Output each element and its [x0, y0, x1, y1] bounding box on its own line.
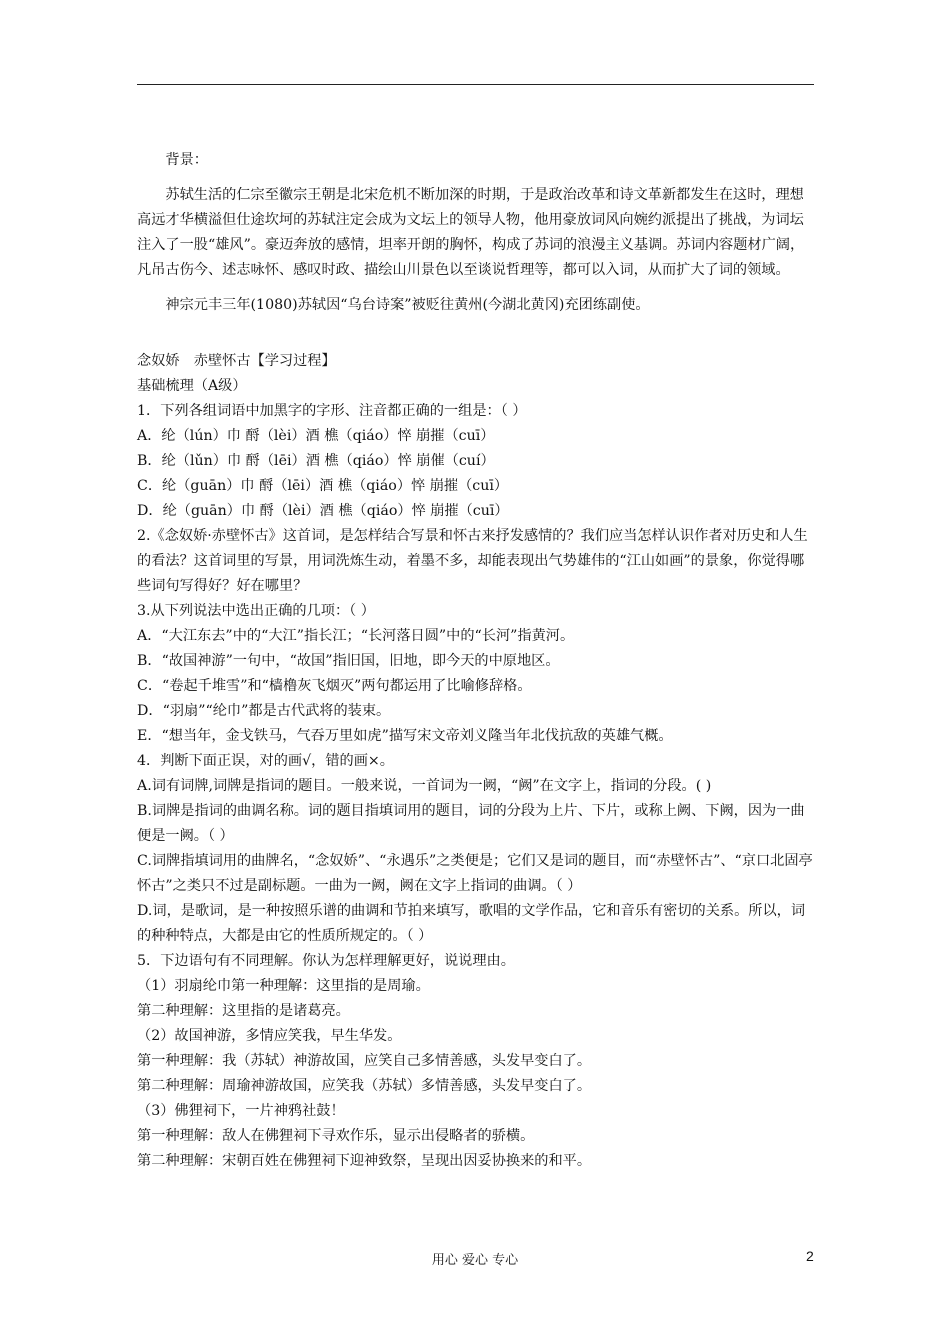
document-body: [137, 148, 817, 1174]
question-3: 3.从下列说法中选出正确的几项：（ ）: [137, 603, 375, 619]
q1-option-d: D．纶（guān）巾 酹（lèi）酒 樵（qiáo）悴 崩摧（cuī）: [137, 503, 509, 519]
background-paragraph-2: 神宗元丰三年(1080)苏轼因“乌台诗案”被贬往黄州(今湖北黄冈)充团练副使。: [165, 297, 650, 313]
q5-part-3: （3）佛狸祠下，一片神鸦社鼓！: [137, 1103, 345, 1119]
q5-part-3-first: 第一种理解：敌人在佛狸祠下寻欢作乐，显示出侵略者的骄横。: [137, 1128, 535, 1144]
q3-option-e: E．“想当年，金戈铁马，气吞万里如虎”描写宋文帝刘义隆当年北伐抗敌的英雄气概。: [137, 728, 673, 744]
q5-part-3-second: 第二种理解：宋朝百姓在佛狸祠下迎神致祭，呈现出因妥协换来的和平。: [137, 1153, 592, 1169]
q4-item-d: D.词，是歌词，是一种按照乐谱的曲调和节拍来填写，歌唱的文学作品，它和音乐有密切的关系。所以，词的种种特点，大都是由它的性质所规定的。（ ）: [137, 903, 806, 944]
q5-part-2-first: 第一种理解：我（苏轼）神游故国，应笑自己多情善感，头发早变白了。: [137, 1053, 592, 1069]
q1-option-a: A．纶（lún）巾 酹（lèi）酒 樵（qiáo）悴 崩摧（cuī）: [137, 428, 495, 444]
background-label: 背景：: [165, 152, 208, 168]
q3-option-a: A．“大江东去”中的“大江”指长江；“长河落日圆”中的“长河”指黄河。: [137, 628, 575, 644]
question-5: 5．下边语句有不同理解。你认为怎样理解更好，说说理由。: [137, 953, 515, 969]
q4-item-c: C.词牌指填词用的曲牌名，“念奴娇”、“永遇乐”之类便是；它们又是词的题目，而“赤壁怀古”、“京口北固亭怀古”之类只不过是副标题。一曲为一阙，阙在文字上指词的曲调。（ ）: [137, 853, 813, 894]
q1-option-c: C．纶（guān）巾 酹（lēi）酒 樵（qiáo）悴 崩摧（cuī）: [137, 478, 509, 494]
q5-part-1: （1）羽扇纶巾第一种理解：这里指的是周瑜。: [137, 978, 430, 994]
q5-part-1-alt: 第二种理解：这里指的是诸葛亮。: [137, 1003, 350, 1019]
q3-option-d: D．“羽扇”“纶巾”都是古代武将的装束。: [137, 703, 391, 719]
q4-item-a: A.词有词牌,词牌是指词的题目。一般来说，一首词为一阙，“阙”在文字上，指词的分段。( ): [137, 778, 712, 794]
section-title: 念奴娇 赤壁怀古【学习过程】: [137, 353, 336, 369]
question-1: 1．下列各组词语中加黑字的字形、注音都正确的一组是：（ ）: [137, 403, 527, 419]
footer-motto: 用心 爱心 专心: [431, 1253, 519, 1268]
header-rule: [137, 84, 814, 85]
section-level: 基础梳理（A级）: [137, 378, 247, 394]
page-number: 2: [806, 1248, 814, 1264]
q5-part-2: （2）故国神游，多情应笑我，早生华发。: [137, 1028, 402, 1044]
q1-option-b: B．纶（lǔn）巾 酹（lēi）酒 樵（qiáo）悴 崩催（cuí）: [137, 453, 495, 469]
background-paragraph-1: 苏轼生活的仁宗至徽宗王朝是北宋危机不断加深的时期，于是政治改革和诗文革新都发生在这时，理想高远才华横溢但仕途坎坷的苏轼注定会成为文坛上的领导人物，他用豪放词风向婉约派提出了挑战，为词坛注入了一股“雄风”。豪迈奔放的感情，坦率开朗的胸怀，构成了苏词的浪漫主义基调。苏词内容题材广阔，凡吊古伤今、述志咏怀、感叹时政、描绘山川景色以至谈说哲理等，都可以入词，从而扩大了词的领域。: [137, 187, 805, 278]
q3-option-c: C．“卷起千堆雪”和“樯橹灰飞烟灭”两句都运用了比喻修辞格。: [137, 678, 532, 694]
q4-item-b: B.词牌是指词的曲调名称。词的题目指填词用的题目，词的分段为上片、下片，或称上阙、下阙，因为一曲便是一阙。（ ）: [137, 803, 805, 844]
question-2: 2.《念奴娇·赤壁怀古》这首词，是怎样结合写景和怀古来抒发感情的？我们应当怎样认识作者对历史和人生的看法？这首词里的写景，用词洗炼生动，着墨不多，却能表现出气势雄伟的“江山如画”的景象，你觉得哪些词句写得好？好在哪里？: [137, 528, 808, 594]
exercise-section: [137, 349, 817, 1174]
q3-option-b: B．“故国神游”一句中，“故国”指旧国，旧地，即今天的中原地区。: [137, 653, 560, 669]
q5-part-2-second: 第二种理解：周瑜神游故国，应笑我（苏轼）多情善感，头发早变白了。: [137, 1078, 592, 1094]
question-4: 4．判断下面正误，对的画√，错的画×。: [137, 753, 394, 769]
